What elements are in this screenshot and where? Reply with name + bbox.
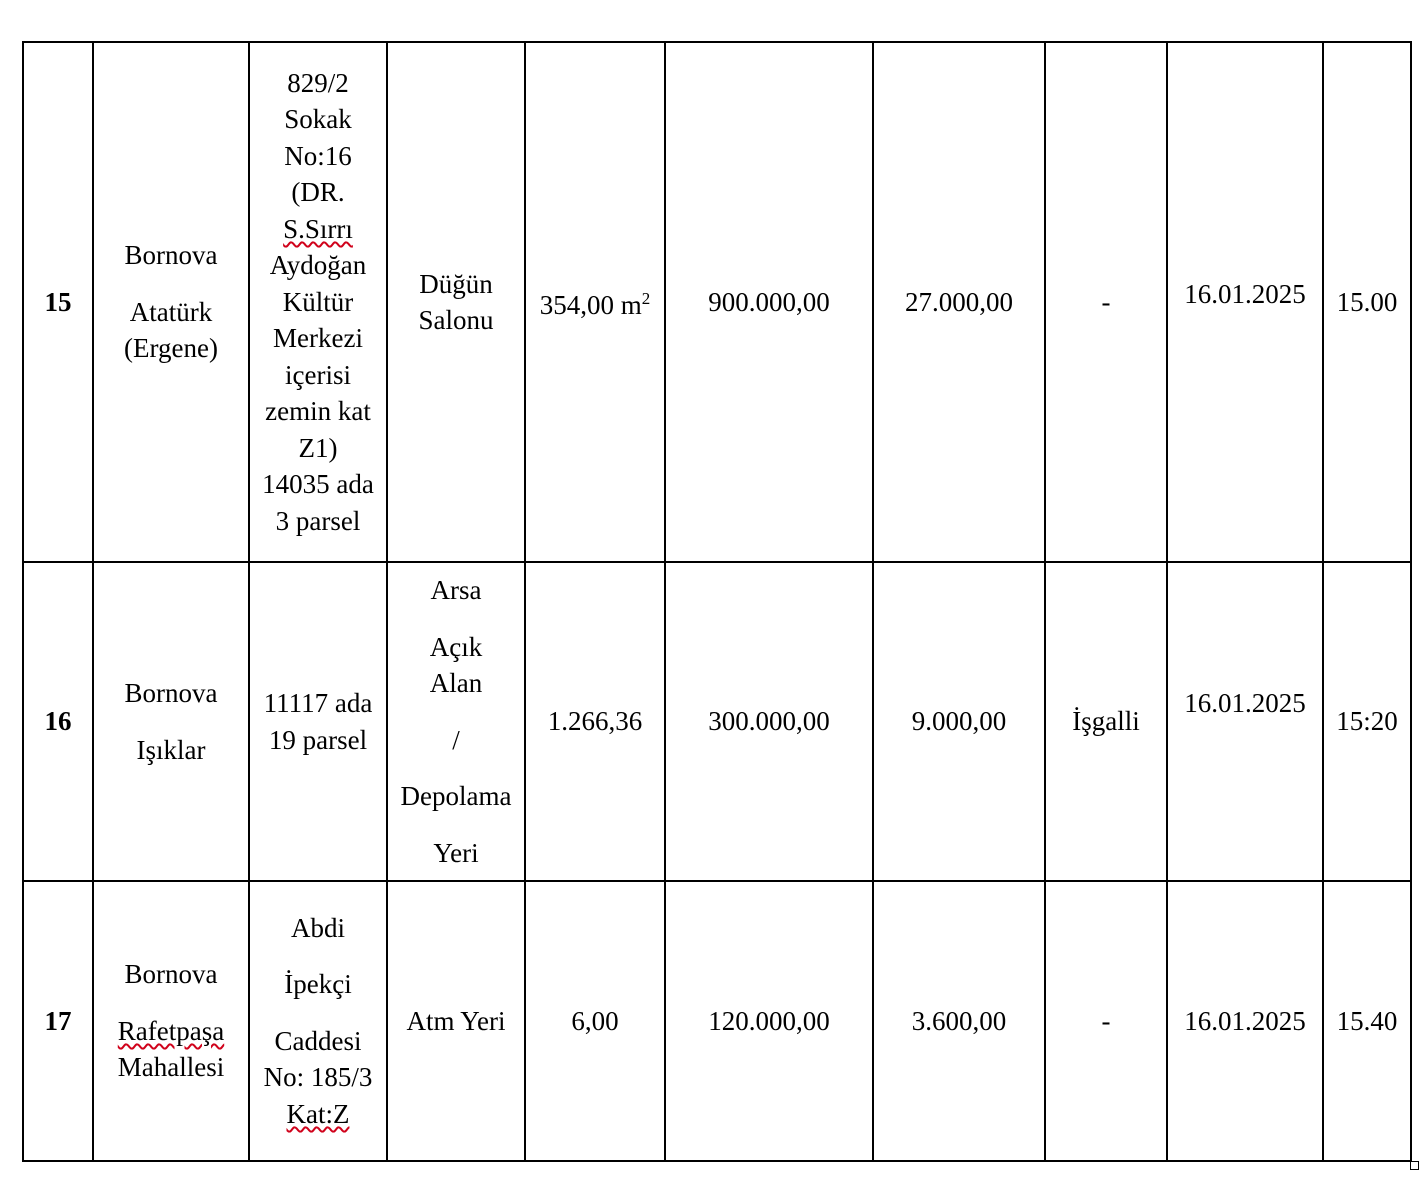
- address-line: No:16: [284, 140, 352, 171]
- location-line: Mahallesi: [117, 1052, 225, 1083]
- location-cell: [93, 881, 249, 1161]
- address-line: Merkezi: [273, 323, 363, 354]
- use-line: Açık: [429, 631, 483, 662]
- date-cell: [1167, 42, 1323, 562]
- address-line: Abdi: [291, 912, 345, 943]
- use-line: Salonu: [418, 305, 494, 335]
- use-line: Atm Yeri: [406, 1005, 506, 1036]
- use-line: Arsa: [430, 575, 482, 605]
- address-line: Aydoğan: [269, 250, 367, 281]
- address-line: Sokak: [284, 104, 352, 135]
- address-line: (DR.: [291, 177, 345, 208]
- location-cell: [93, 42, 249, 562]
- address-cell: [249, 881, 387, 1161]
- use-line: /: [452, 724, 460, 755]
- address-line: No: 185/3: [263, 1062, 373, 1093]
- row-number: 17: [23, 881, 93, 1161]
- value-cell: 900.000,00: [665, 42, 873, 562]
- address-cell: [249, 42, 387, 562]
- table-row: [23, 562, 1411, 881]
- deposit-cell: 27.000,00: [873, 42, 1045, 562]
- use-line: Depolama: [400, 781, 512, 811]
- address-line: 829/2: [287, 67, 349, 98]
- row-number: 16: [23, 562, 93, 881]
- time-cell: 15.00: [1323, 42, 1411, 562]
- address-line: 11117 ada: [263, 688, 373, 718]
- table-resize-handle[interactable]: [1410, 1161, 1419, 1170]
- date-value: 16.01.2025: [1184, 278, 1306, 309]
- address-line: İpekçi: [284, 969, 352, 1000]
- table-row: [23, 881, 1411, 1161]
- deposit-cell: 3.600,00: [873, 881, 1045, 1161]
- use-cell: [387, 562, 525, 881]
- use-line: Düğün: [419, 268, 493, 299]
- address-line: 14035 ada: [262, 469, 374, 500]
- time-cell: 15.40: [1323, 881, 1411, 1161]
- address-line: 3 parsel: [275, 505, 361, 536]
- address-line: Z1): [298, 432, 338, 463]
- status-cell: -: [1045, 42, 1167, 562]
- status-cell: İşgalli: [1045, 562, 1167, 881]
- address-line: Kültür: [282, 286, 354, 317]
- use-cell: [387, 42, 525, 562]
- location-line: Bornova: [124, 678, 218, 708]
- row-number: 15: [23, 42, 93, 562]
- date-cell: [1167, 562, 1323, 881]
- value-cell: 300.000,00: [665, 562, 873, 881]
- table-row: [23, 42, 1411, 562]
- value-cell: 120.000,00: [665, 881, 873, 1161]
- use-line: Yeri: [433, 837, 479, 868]
- area-value: 354,00 m: [539, 289, 642, 320]
- deposit-cell: 9.000,00: [873, 562, 1045, 881]
- address-line: Caddesi: [274, 1025, 362, 1056]
- time-cell: 15:20: [1323, 562, 1411, 881]
- area-unit-superscript: 2: [641, 288, 651, 308]
- address-line: Kat:Z: [286, 1098, 350, 1129]
- date-value: 16.01.2025: [1184, 688, 1306, 719]
- location-line: Rafetpaşa: [117, 1015, 225, 1046]
- status-cell: -: [1045, 881, 1167, 1161]
- auction-table: [22, 41, 1412, 1162]
- use-cell: [387, 881, 525, 1161]
- address-line: 19 parsel: [268, 724, 368, 755]
- area-cell: 1.266,36: [525, 562, 665, 881]
- address-cell: [249, 562, 387, 881]
- location-line: Işıklar: [136, 734, 206, 765]
- address-line: içerisi: [285, 359, 351, 390]
- address-line: S.Sırrı: [283, 213, 353, 244]
- location-cell: [93, 562, 249, 881]
- address-line: zemin kat: [265, 396, 371, 427]
- location-line: Bornova: [124, 959, 218, 990]
- area-cell: 6,00: [525, 881, 665, 1161]
- location-line: Atatürk: [129, 296, 213, 327]
- date-cell: 16.01.2025: [1167, 881, 1323, 1161]
- use-line: Alan: [429, 668, 483, 698]
- location-line: (Ergene): [124, 333, 218, 364]
- area-cell: [525, 42, 665, 562]
- location-line: Bornova: [124, 240, 218, 271]
